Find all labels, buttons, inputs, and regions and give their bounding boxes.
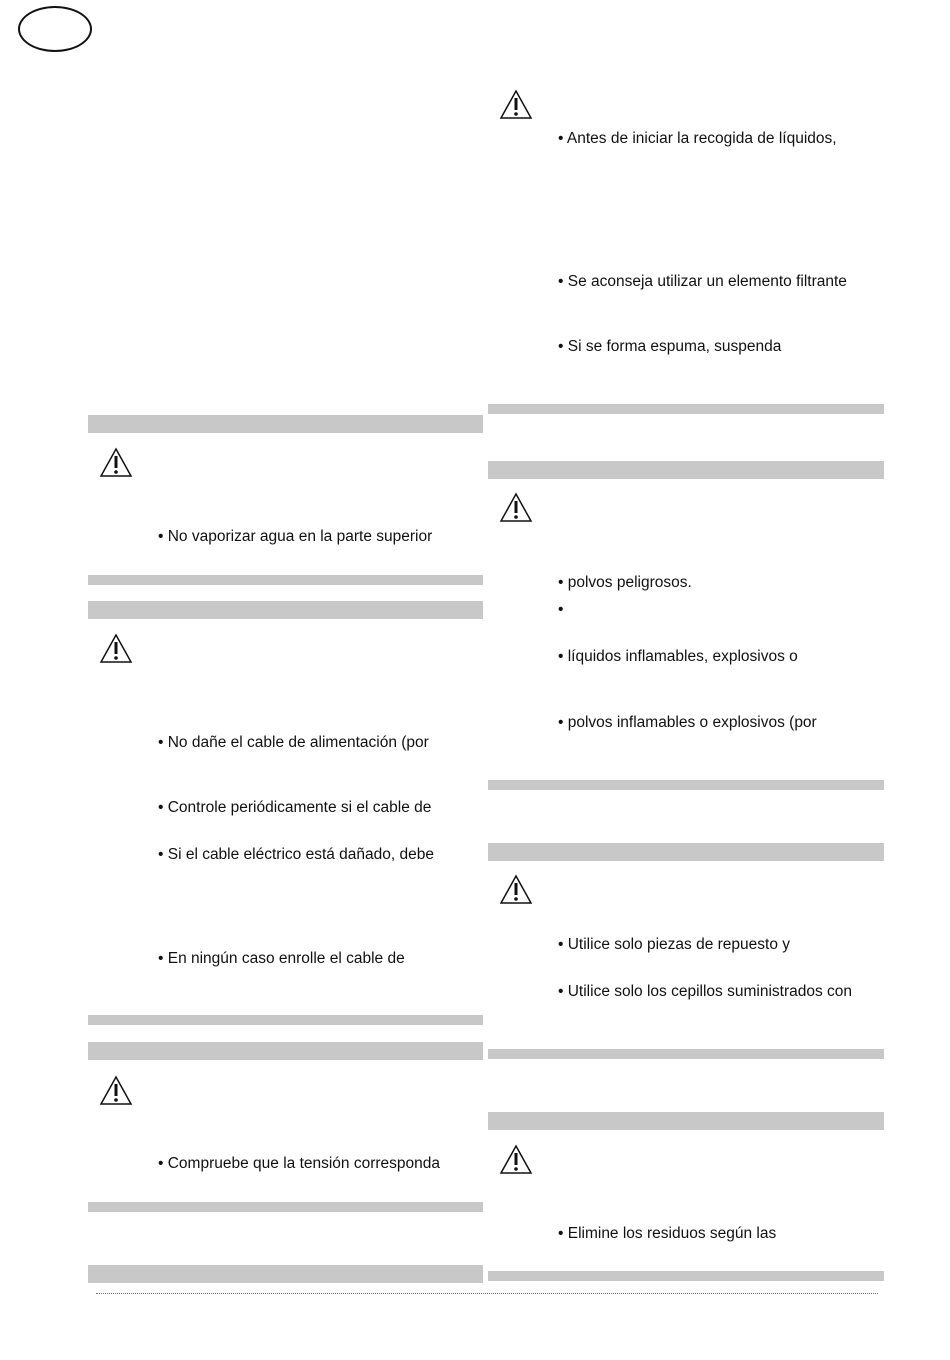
footer-dotted-rule: [96, 1293, 878, 1294]
section-header-bar: [88, 1042, 483, 1060]
list-item: • Elimine los residuos según las: [558, 1225, 777, 1242]
list-item: • Se aconseja utilizar un elemento filtrante: [558, 273, 847, 290]
warning-triangle-icon: [98, 1074, 134, 1108]
section-header-bar: [488, 1112, 884, 1130]
warning-triangle-icon: [498, 491, 534, 525]
warning-triangle-icon: [98, 446, 134, 480]
list-item: • polvos peligrosos.: [558, 574, 692, 591]
language-marker-oval: [18, 6, 92, 52]
list-item: • Si el cable eléctrico está dañado, debe: [158, 846, 434, 863]
section-divider-bar: [488, 1271, 884, 1281]
section-header-bar: [88, 1265, 483, 1283]
section-divider-bar: [88, 1202, 483, 1212]
section-divider-bar: [488, 780, 884, 790]
section-header-bar: [88, 601, 483, 619]
section-header-bar: [488, 843, 884, 861]
list-item: • Utilice solo los cepillos suministrados con: [558, 983, 853, 1000]
section-header-bar: [488, 461, 884, 479]
list-item: • En ningún caso enrolle el cable de: [158, 950, 405, 967]
list-item: • Compruebe que la tensión corresponda: [158, 1155, 441, 1172]
warning-triangle-icon: [498, 1143, 534, 1177]
list-item: • Antes de iniciar la recogida de líquidos,: [558, 130, 837, 147]
warning-triangle-icon: [498, 873, 534, 907]
list-item: • Utilice solo piezas de repuesto y: [558, 936, 791, 953]
list-item: • polvos inflamables o explosivos (por: [558, 714, 817, 731]
warning-triangle-icon: [98, 632, 134, 666]
section-divider-bar: [488, 404, 884, 414]
section-divider-bar: [88, 1015, 483, 1025]
list-item: • Si se forma espuma, suspenda: [558, 338, 782, 355]
list-item: •: [558, 601, 564, 618]
warning-triangle-icon: [498, 88, 534, 122]
section-header-bar: [88, 415, 483, 433]
section-divider-bar: [488, 1049, 884, 1059]
list-item: • No vaporizar agua en la parte superior: [158, 528, 433, 545]
list-item: • Controle periódicamente si el cable de: [158, 799, 432, 816]
list-item: • líquidos inflamables, explosivos o: [558, 648, 798, 665]
section-divider-bar: [88, 575, 483, 585]
list-item: • No dañe el cable de alimentación (por: [158, 734, 429, 751]
